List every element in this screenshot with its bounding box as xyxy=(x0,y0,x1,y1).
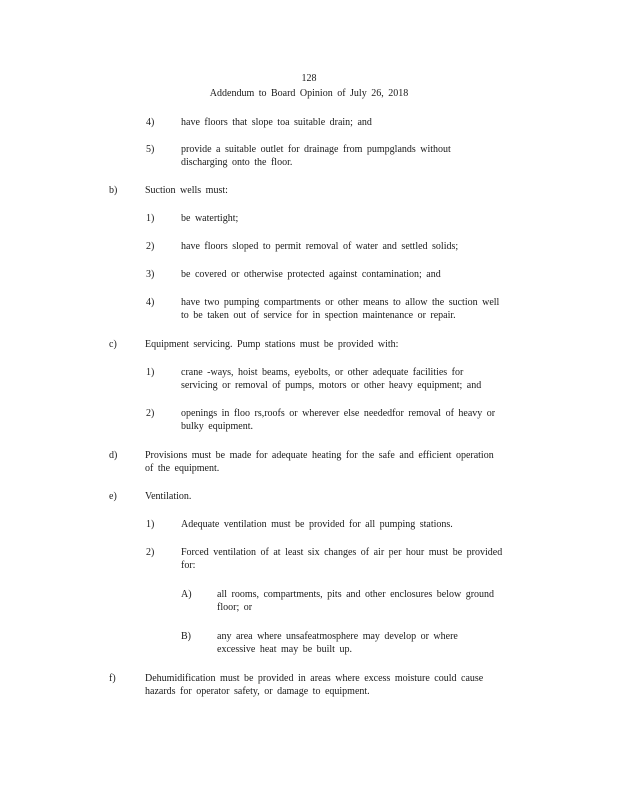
list-marker-a5: 5) xyxy=(146,144,155,155)
item-b4-text-line1: have two pumping compartments or other means to allow the suction well xyxy=(181,297,500,308)
section-d-text-line1: Provisions must be made for adequate heating for the safe and efficient operation xyxy=(145,450,494,461)
item-a5-text-line2: discharging onto the floor. xyxy=(181,157,293,168)
list-marker-b2: 2) xyxy=(146,241,155,252)
list-marker-eB: B) xyxy=(181,631,191,642)
item-e1-text: Adequate ventilation must be provided for all pumping stations. xyxy=(181,519,453,530)
list-marker-e2: 2) xyxy=(146,547,155,558)
item-eA-text-line1: all rooms, compartments, pits and other enclosures below ground xyxy=(217,589,495,600)
page-number: 128 xyxy=(301,73,317,84)
list-marker-b3: 3) xyxy=(146,269,155,280)
item-b2-text: have floors sloped to permit removal of water and settled solids; xyxy=(181,241,459,252)
section-marker-f: f) xyxy=(109,673,116,684)
section-marker-e: e) xyxy=(109,491,117,502)
section-marker-d: d) xyxy=(109,450,118,461)
item-eB-text-line2: excessive heat may be built up. xyxy=(217,644,352,655)
item-b1-text: be watertight; xyxy=(181,213,239,224)
item-c1-text-line1: crane -ways, hoist beams, eyebolts, or other adequate facilities for xyxy=(181,367,464,378)
section-marker-c: c) xyxy=(109,339,117,350)
item-e2-text-line1: Forced ventilation of at least six changes of air per hour must be provided xyxy=(181,547,503,558)
item-b4-text-line2: to be taken out of service for in spection maintenance or repair. xyxy=(181,310,456,321)
list-marker-c2: 2) xyxy=(146,408,155,419)
item-c2-text-line1: openings in floo rs,roofs or wherever else neededfor removal of heavy or xyxy=(181,408,496,419)
item-b3-text: be covered or otherwise protected against contamination; and xyxy=(181,269,441,280)
page-title: Addendum to Board Opinion of July 26, 2018 xyxy=(209,88,409,99)
section-f-text-line2: hazards for operator safety, or damage to equipment. xyxy=(145,686,370,697)
list-marker-eA: A) xyxy=(181,589,192,600)
item-e2-text-line2: for: xyxy=(181,560,196,571)
section-d-text-line2: of the equipment. xyxy=(145,463,220,474)
list-marker-b4: 4) xyxy=(146,297,155,308)
list-marker-e1: 1) xyxy=(146,519,155,530)
section-c-heading: Equipment servicing. Pump stations must be provided with: xyxy=(145,339,399,350)
list-marker-a4: 4) xyxy=(146,117,155,128)
item-c1-text-line2: servicing or removal of pumps, motors or other heavy equipment; and xyxy=(181,380,482,391)
list-marker-c1: 1) xyxy=(146,367,155,378)
item-eB-text-line1: any area where unsafeatmosphere may develop or where xyxy=(217,631,458,642)
section-e-heading: Ventilation. xyxy=(145,491,192,502)
item-a5-text-line1: provide a suitable outlet for drainage from pumpglands without xyxy=(181,144,451,155)
item-c2-text-line2: bulky equipment. xyxy=(181,421,253,432)
section-f-text-line1: Dehumidification must be provided in areas where excess moisture could cause xyxy=(145,673,484,684)
list-marker-b1: 1) xyxy=(146,213,155,224)
item-a4-text: have floors that slope toa suitable drain; and xyxy=(181,117,372,128)
item-eA-text-line2: floor; or xyxy=(217,602,253,613)
section-marker-b: b) xyxy=(109,185,118,196)
section-b-heading: Suction wells must: xyxy=(145,185,228,196)
